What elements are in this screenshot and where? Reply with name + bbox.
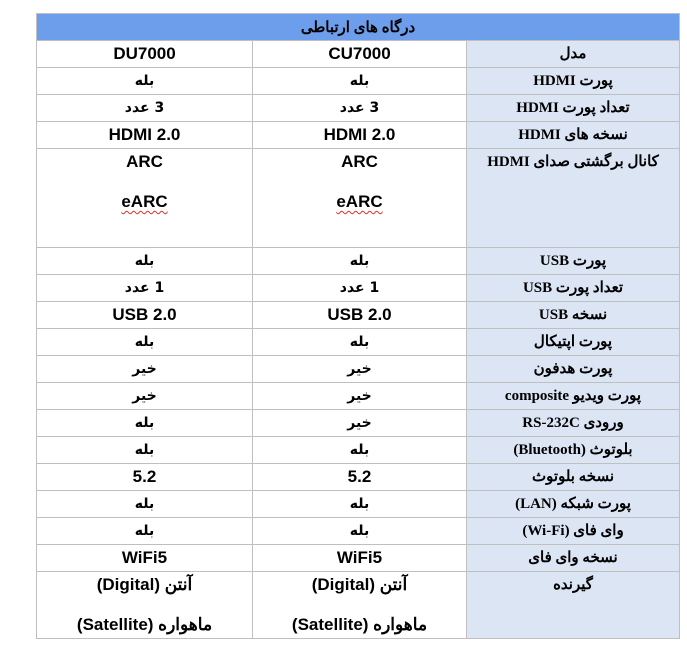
cell-du: بله bbox=[37, 248, 253, 275]
cell-line: eARC bbox=[121, 192, 168, 211]
table-row bbox=[37, 383, 680, 410]
cell-line: eARC bbox=[336, 192, 383, 211]
table-row bbox=[37, 68, 680, 95]
row-label: پورت ویدیو composite bbox=[467, 383, 680, 410]
cell-du: 5.2 bbox=[37, 464, 253, 491]
table-title: درگاه های ارتباطی bbox=[37, 14, 680, 41]
cell-du: HDMI 2.0 bbox=[37, 122, 253, 149]
table-row bbox=[37, 248, 680, 275]
table-row bbox=[37, 329, 680, 356]
cell-line: آنتن (Digital) bbox=[96, 575, 193, 594]
cell-line: ماهواره (Satellite) bbox=[76, 615, 213, 634]
cell-cu bbox=[253, 572, 467, 639]
cell-du: بله bbox=[37, 437, 253, 464]
cell-du: بله bbox=[37, 491, 253, 518]
cell-cu: خیر bbox=[253, 410, 467, 437]
cell-du: USB 2.0 bbox=[37, 302, 253, 329]
cell-line: ARC bbox=[126, 152, 163, 171]
cell-du bbox=[37, 149, 253, 248]
cell-cu bbox=[253, 149, 467, 248]
table-row bbox=[37, 149, 680, 248]
row-label: نسخه های HDMI bbox=[467, 122, 680, 149]
cell-line: ARC bbox=[341, 152, 378, 171]
cell-du: بله bbox=[37, 329, 253, 356]
column-header-cu: CU7000 bbox=[253, 41, 467, 68]
table-row bbox=[37, 410, 680, 437]
cell-cu: USB 2.0 bbox=[253, 302, 467, 329]
cell-du: بله bbox=[37, 518, 253, 545]
row-label: پورت شبکه (LAN) bbox=[467, 491, 680, 518]
table-row bbox=[37, 356, 680, 383]
cell-cu: بله bbox=[253, 437, 467, 464]
cell-cu: HDMI 2.0 bbox=[253, 122, 467, 149]
table-row bbox=[37, 518, 680, 545]
cell-du: بله bbox=[37, 68, 253, 95]
row-label: کانال برگشتی صدای HDMI bbox=[467, 149, 680, 248]
cell-cu: بله bbox=[253, 248, 467, 275]
row-label: تعداد پورت HDMI bbox=[467, 95, 680, 122]
row-label: پورت USB bbox=[467, 248, 680, 275]
cell-du: 1 عدد bbox=[37, 275, 253, 302]
column-header-du: DU7000 bbox=[37, 41, 253, 68]
table-row bbox=[37, 491, 680, 518]
row-label: نسخه USB bbox=[467, 302, 680, 329]
cell-cu: بله bbox=[253, 518, 467, 545]
cell-du: WiFi5 bbox=[37, 545, 253, 572]
cell-line: آنتن (Digital) bbox=[311, 575, 408, 594]
cell-cu: بله bbox=[253, 329, 467, 356]
column-header-model: مدل bbox=[467, 41, 680, 68]
cell-cu: خیر bbox=[253, 383, 467, 410]
cell-cu: بله bbox=[253, 68, 467, 95]
cell-du: خیر bbox=[37, 383, 253, 410]
table-row bbox=[37, 122, 680, 149]
cell-cu: 5.2 bbox=[253, 464, 467, 491]
table-row bbox=[37, 437, 680, 464]
comparison-table bbox=[36, 13, 680, 639]
row-label: پورت HDMI bbox=[467, 68, 680, 95]
table-row bbox=[37, 572, 680, 639]
cell-du bbox=[37, 572, 253, 639]
cell-cu: بله bbox=[253, 491, 467, 518]
row-label: بلوتوث (Bluetooth) bbox=[467, 437, 680, 464]
table-row bbox=[37, 302, 680, 329]
row-label: ورودی RS-232C bbox=[467, 410, 680, 437]
cell-du: بله bbox=[37, 410, 253, 437]
cell-cu: 1 عدد bbox=[253, 275, 467, 302]
row-label: پورت اپتیکال bbox=[467, 329, 680, 356]
row-label: گیرنده bbox=[467, 572, 680, 639]
cell-du: 3 عدد bbox=[37, 95, 253, 122]
row-label: پورت هدفون bbox=[467, 356, 680, 383]
row-label: تعداد پورت USB bbox=[467, 275, 680, 302]
row-label: وای فای (Wi-Fi) bbox=[467, 518, 680, 545]
table-row bbox=[37, 275, 680, 302]
cell-cu: WiFi5 bbox=[253, 545, 467, 572]
table-row bbox=[37, 545, 680, 572]
table-row bbox=[37, 95, 680, 122]
cell-cu: 3 عدد bbox=[253, 95, 467, 122]
table-row bbox=[37, 464, 680, 491]
row-label: نسخه وای فای bbox=[467, 545, 680, 572]
cell-cu: خیر bbox=[253, 356, 467, 383]
row-label: نسخه بلوتوث bbox=[467, 464, 680, 491]
cell-du: خیر bbox=[37, 356, 253, 383]
cell-line: ماهواره (Satellite) bbox=[291, 615, 428, 634]
